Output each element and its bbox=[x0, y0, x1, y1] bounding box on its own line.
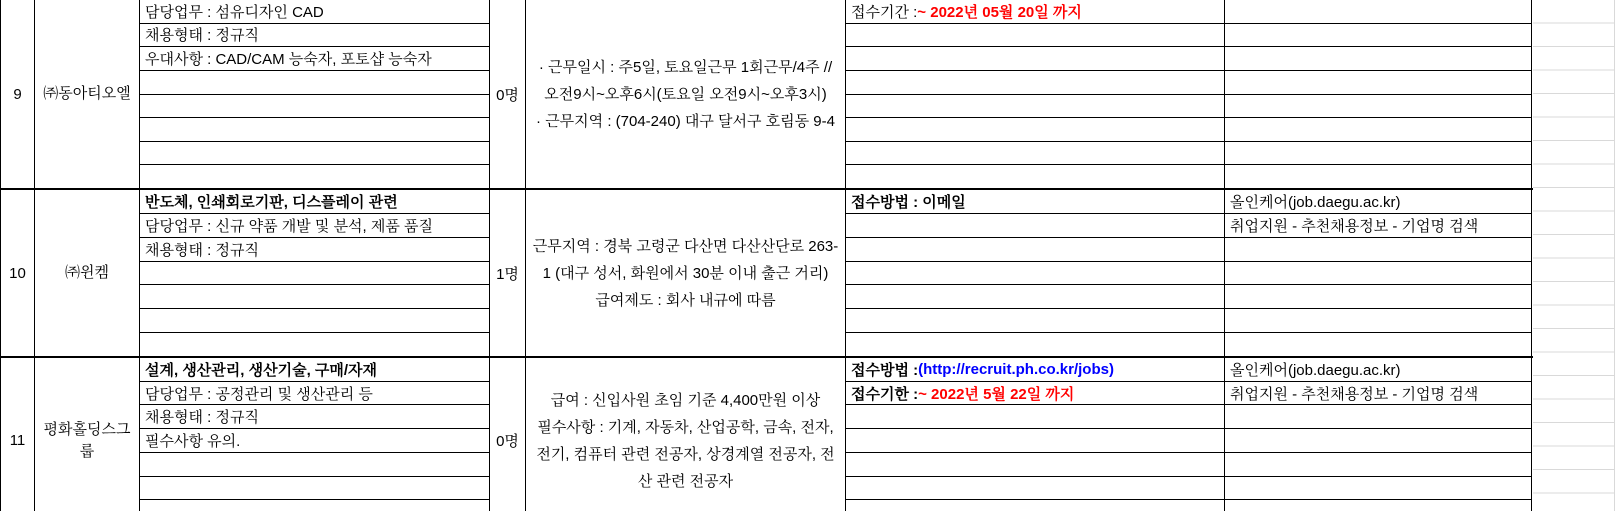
extra-info-cell[interactable] bbox=[1225, 47, 1531, 71]
company-name-cell[interactable] bbox=[35, 190, 140, 356]
extra-info-cell[interactable] bbox=[1225, 405, 1531, 429]
job-details-cell[interactable] bbox=[140, 309, 489, 333]
job-row-block-9 bbox=[0, 0, 1533, 190]
job-details-cell[interactable] bbox=[140, 95, 489, 119]
job-details-cell[interactable]: 반도체, 인쇄회로기판, 디스플레이 관련 bbox=[140, 190, 489, 214]
application-deadline-label: 접수기간 : bbox=[851, 3, 918, 21]
application-cell[interactable] bbox=[846, 47, 1224, 71]
row-number-cell[interactable] bbox=[0, 358, 35, 511]
application-cell[interactable] bbox=[846, 238, 1224, 262]
extra-info-cell[interactable] bbox=[1225, 262, 1531, 286]
job-details-cell[interactable]: 채용형태 : 정규직 bbox=[140, 24, 489, 48]
job-details-cell[interactable]: 우대사항 : CAD/CAM 능숙자, 포토샵 능숙자 bbox=[140, 47, 489, 71]
application-cell[interactable] bbox=[846, 500, 1224, 511]
application-cell[interactable] bbox=[846, 95, 1224, 119]
salary-text: 급여 : 신입사원 초임 기준 4,400만원 이상 bbox=[550, 391, 821, 409]
work-conditions-text: · 근무일시 : 주5일, 토요일근무 1회근무/4주 // 오전9시~오후6시(토요일 오전9시~오후3시) bbox=[538, 58, 833, 103]
job-details-column bbox=[140, 0, 490, 188]
application-cell[interactable] bbox=[846, 309, 1224, 333]
application-deadline-value: ~ 2022년 05월 20일 까지 bbox=[917, 3, 1082, 21]
application-deadline-cell[interactable] bbox=[846, 382, 1224, 406]
extra-info-cell[interactable] bbox=[1225, 0, 1531, 24]
extra-info-cell[interactable] bbox=[1225, 453, 1531, 477]
row-number: 9 bbox=[13, 85, 22, 103]
job-details-cell[interactable]: 채용형태 : 정규직 bbox=[140, 238, 489, 262]
headcount-cell[interactable] bbox=[490, 0, 526, 188]
headcount: 0명 bbox=[496, 86, 519, 104]
job-details-cell[interactable]: 필수사항 유의. bbox=[140, 429, 489, 453]
row-number: 11 bbox=[9, 432, 26, 449]
application-deadline-label: 접수기한 : bbox=[851, 385, 919, 403]
application-cell[interactable] bbox=[846, 71, 1224, 95]
job-details-cell[interactable]: 담당업무 : 섬유디자인 CAD bbox=[140, 0, 489, 24]
extra-info-cell[interactable] bbox=[1225, 165, 1531, 188]
extra-info-cell[interactable] bbox=[1225, 500, 1531, 511]
job-details-cell[interactable] bbox=[140, 285, 489, 309]
work-location-text: · 근무지역 : (704-240) 대구 달서구 호림동 9-4 bbox=[536, 112, 835, 130]
job-details-cell[interactable] bbox=[140, 333, 489, 356]
work-location-text: 근무지역 : 경북 고령군 다산면 다산산단로 263-1 (대구 성서, 화원에서 30분 이내 출근 거리) bbox=[532, 237, 839, 282]
company-name-cell[interactable] bbox=[35, 358, 140, 511]
headcount: 0명 bbox=[496, 433, 519, 450]
application-cell[interactable] bbox=[846, 24, 1224, 48]
extra-info-cell[interactable] bbox=[1225, 429, 1531, 453]
application-cell[interactable] bbox=[846, 405, 1224, 429]
extra-info-cell[interactable] bbox=[1225, 477, 1531, 501]
application-deadline-value: ~ 2022년 5월 22일 까지 bbox=[918, 385, 1075, 403]
company-name: ㈜동아티오엘 bbox=[43, 85, 131, 102]
work-conditions-cell[interactable] bbox=[526, 0, 846, 188]
requirements-text: 필수사항 : 기계, 자동차, 산업공학, 금속, 전자, 전기, 컴퓨터 관련 전공자, 상경계열 전공자, 전산 관련 전공자 bbox=[536, 418, 835, 490]
salary-text: 급여제도 : 회사 내규에 따름 bbox=[595, 291, 776, 309]
application-cell[interactable] bbox=[846, 118, 1224, 142]
application-cell[interactable] bbox=[846, 453, 1224, 477]
application-url-link[interactable]: (http://recruit.ph.co.kr/jobs) bbox=[918, 360, 1114, 378]
extra-info-cell[interactable] bbox=[1225, 142, 1531, 166]
job-details-cell[interactable] bbox=[140, 262, 489, 286]
work-conditions-cell[interactable] bbox=[526, 190, 846, 356]
application-column bbox=[846, 190, 1225, 356]
company-name: 평화홀딩스그룹 bbox=[43, 420, 131, 460]
job-details-cell[interactable] bbox=[140, 500, 489, 511]
extra-info-cell[interactable]: 올인케어(job.daegu.ac.kr) bbox=[1225, 358, 1531, 382]
extra-info-cell[interactable] bbox=[1225, 285, 1531, 309]
extra-info-cell[interactable] bbox=[1225, 71, 1531, 95]
application-method-cell[interactable] bbox=[846, 358, 1224, 382]
row-number-cell[interactable] bbox=[0, 0, 35, 188]
job-details-cell[interactable] bbox=[140, 118, 489, 142]
headcount: 1명 bbox=[496, 265, 519, 283]
job-details-cell[interactable] bbox=[140, 477, 489, 501]
application-cell[interactable] bbox=[846, 142, 1224, 166]
extra-info-cell[interactable] bbox=[1225, 95, 1531, 119]
job-row-block-10 bbox=[0, 190, 1533, 358]
row-number-cell[interactable] bbox=[0, 190, 35, 356]
application-cell[interactable] bbox=[846, 429, 1224, 453]
application-method-label: 접수방법 : bbox=[851, 361, 919, 379]
application-cell[interactable] bbox=[846, 214, 1224, 238]
extra-info-column bbox=[1225, 358, 1532, 511]
application-cell[interactable] bbox=[846, 165, 1224, 188]
extra-info-column bbox=[1225, 0, 1532, 188]
application-cell[interactable] bbox=[846, 285, 1224, 309]
extra-info-column bbox=[1225, 190, 1532, 356]
job-details-cell[interactable]: 담당업무 : 공정관리 및 생산관리 등 bbox=[140, 382, 489, 406]
job-details-column bbox=[140, 190, 490, 356]
job-details-cell[interactable]: 설계, 생산관리, 생산기술, 구매/자재 bbox=[140, 358, 489, 382]
extra-info-cell[interactable]: 취업지원 - 추천채용정보 - 기업명 검색 bbox=[1225, 382, 1531, 406]
application-cell[interactable] bbox=[846, 333, 1224, 356]
headcount-cell[interactable] bbox=[490, 190, 526, 356]
job-details-cell[interactable]: 채용형태 : 정규직 bbox=[140, 405, 489, 429]
application-deadline-cell[interactable] bbox=[846, 0, 1224, 24]
company-name-cell[interactable] bbox=[35, 0, 140, 188]
row-number: 10 bbox=[9, 264, 26, 282]
company-name: ㈜윈켐 bbox=[65, 264, 109, 281]
application-cell[interactable] bbox=[846, 477, 1224, 501]
job-details-column bbox=[140, 358, 490, 511]
application-column bbox=[846, 0, 1225, 188]
job-details-cell[interactable] bbox=[140, 142, 489, 166]
extra-info-cell[interactable] bbox=[1225, 309, 1531, 333]
extra-info-cell[interactable] bbox=[1225, 238, 1531, 262]
extra-info-cell[interactable] bbox=[1225, 118, 1531, 142]
job-details-cell[interactable] bbox=[140, 453, 489, 477]
extra-info-cell[interactable] bbox=[1225, 24, 1531, 48]
job-details-cell[interactable] bbox=[140, 165, 489, 188]
job-details-cell[interactable] bbox=[140, 71, 489, 95]
application-cell[interactable] bbox=[846, 262, 1224, 286]
work-conditions-cell[interactable] bbox=[526, 358, 846, 511]
application-method-cell[interactable]: 접수방법 : 이메일 bbox=[846, 190, 1224, 214]
extra-info-cell[interactable]: 취업지원 - 추천채용정보 - 기업명 검색 bbox=[1225, 214, 1531, 238]
job-details-cell[interactable]: 담당업무 : 신규 약품 개발 및 분석, 제품 품질 bbox=[140, 214, 489, 238]
extra-info-cell[interactable] bbox=[1225, 333, 1531, 356]
extra-info-cell[interactable]: 올인케어(job.daegu.ac.kr) bbox=[1225, 190, 1531, 214]
headcount-cell[interactable] bbox=[490, 358, 526, 511]
job-row-block-11 bbox=[0, 358, 1533, 511]
sheet-gridline-gutter bbox=[1533, 0, 1615, 511]
application-column bbox=[846, 358, 1225, 511]
